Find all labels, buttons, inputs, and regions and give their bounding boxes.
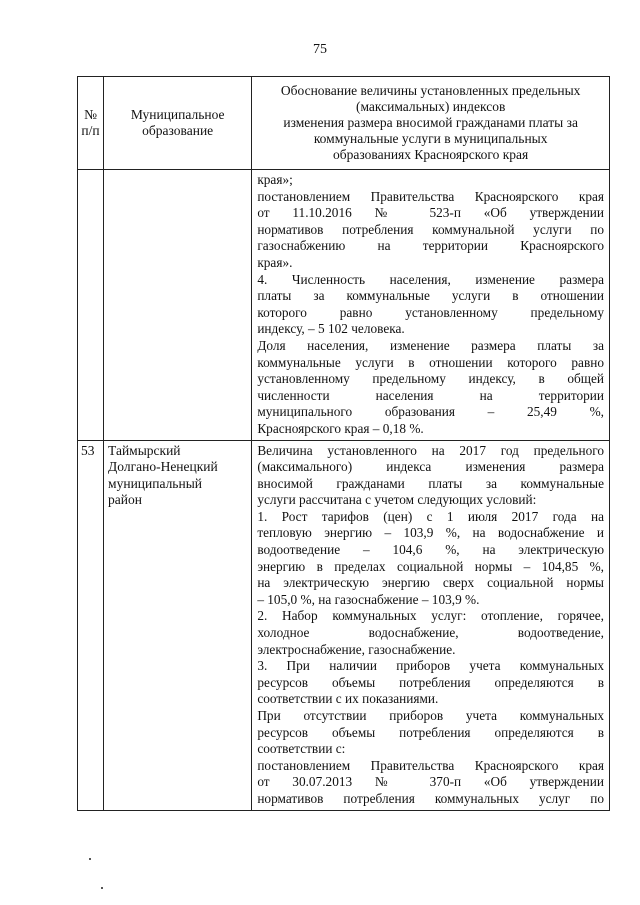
- header-justification-line: коммунальные услуги в муниципальных: [313, 131, 548, 146]
- justification-text-line: При отсутствии приборов учета коммунальных: [257, 708, 604, 723]
- row-number-cell: [78, 170, 104, 441]
- justification-text-line: холодное водоснабжение, водоотведение,: [257, 625, 604, 641]
- justification-cell: [252, 440, 610, 810]
- header-municipality: [104, 77, 252, 170]
- justification-text-line: услуги рассчитана с учетом следующих условий:: [257, 492, 537, 508]
- justification-text-line: 3. При наличии приборов учета коммунальных: [257, 658, 604, 674]
- municipality-cell: [104, 170, 252, 441]
- municipality-name-line: муниципальный: [108, 475, 202, 491]
- header-number-line: п/п: [81, 123, 100, 138]
- justification-text-line: соответствии с их показаниями.: [257, 691, 439, 707]
- header-municipality-line: Муниципальное: [130, 107, 225, 122]
- justification-table: [77, 76, 610, 811]
- page-number: 75: [313, 42, 327, 57]
- justification-text-line: которого равно установленному предельному: [257, 304, 604, 320]
- justification-text-line: платы за коммунальные услуги в отношении: [257, 288, 604, 304]
- justification-text-line: энергию в пределах социальной нормы – 104,85 %,: [257, 558, 604, 574]
- row-number-cell: 53: [78, 440, 104, 810]
- municipality-cell: [104, 440, 252, 810]
- header-number: [78, 77, 104, 170]
- justification-text-line: постановлением Правительства Красноярского края: [257, 757, 604, 773]
- header-number-line: №: [84, 107, 97, 122]
- municipality-name-line: Долгано-Ненецкий: [108, 459, 218, 475]
- table-row: [78, 170, 610, 441]
- table-row: [78, 440, 610, 810]
- justification-text-line: края»;: [257, 172, 293, 187]
- municipality-name-line: район: [108, 492, 142, 508]
- table-header-row: [78, 77, 610, 170]
- justification-text-line: края».: [257, 254, 293, 270]
- justification-text-line: численности населения на территории: [257, 387, 604, 403]
- justification-text-line: газоснабжению на территории Красноярского: [257, 238, 604, 254]
- justification-text-line: электроснабжение, газоснабжение.: [257, 641, 456, 657]
- justification-text-line: – 105,0 %, на газоснабжение – 103,9 %.: [257, 591, 480, 607]
- justification-text-line: ресурсов объемы потребления определяются в: [257, 674, 604, 690]
- justification-text-line: постановлением Правительства Красноярского края: [257, 188, 604, 204]
- justification-text-line: 4. Численность населения, изменение размера: [257, 271, 604, 287]
- justification-text-line: ресурсов объемы потребления определяются в: [257, 724, 604, 740]
- justification-text-line: от 11.10.2016 № 523-п «Об утверждении: [257, 205, 604, 221]
- header-justification-line: (максимальных) индексов: [355, 99, 506, 114]
- justification-text-line: нормативов потребления коммунальной услуги по: [257, 221, 604, 237]
- header-justification: [252, 77, 610, 170]
- justification-text-line: установленному предельному индексу, в общей: [257, 371, 604, 387]
- header-municipality-line: образование: [142, 123, 214, 138]
- scan-speck: [89, 858, 91, 860]
- header-justification-line: Обоснование величины установленных предельных: [280, 83, 581, 98]
- justification-text-line: 1. Рост тарифов (цен) с 1 июля 2017 года на: [257, 508, 604, 524]
- scan-speck: [101, 887, 103, 889]
- justification-text-line: муниципального образования – 25,49 %,: [257, 404, 604, 420]
- justification-text-line: Доля населения, изменение размера платы за: [257, 337, 604, 353]
- justification-cell: [252, 170, 610, 441]
- justification-text-line: нормативов потребления коммунальных услуг по: [257, 790, 604, 806]
- justification-text-line: соответствии с:: [257, 741, 346, 757]
- justification-text-line: водоотведение – 104,6 %, на электрическую: [257, 542, 604, 558]
- justification-text-line: на электрическую энергию сверх социальной нормы: [257, 575, 604, 591]
- justification-text-line: тепловую энергию – 103,9 %, на водоснабжение и: [257, 525, 604, 541]
- justification-text-line: Красноярского края – 0,18 %.: [257, 420, 424, 436]
- justification-text-line: вносимой гражданами платы за коммунальные: [257, 475, 604, 491]
- municipality-name-line: Таймырский: [108, 442, 181, 458]
- justification-text-line: 2. Набор коммунальных услуг: отопление, горячее,: [257, 608, 604, 624]
- justification-text-line: коммунальные услуги в отношении которого равно: [257, 354, 604, 370]
- justification-text-line: индексу, – 5 102 человека.: [257, 321, 405, 337]
- justification-text-line: Величина установленного на 2017 год предельного: [257, 442, 604, 458]
- justification-text-line: от 30.07.2013 № 370-п «Об утверждении: [257, 774, 604, 790]
- header-justification-line: образованиях Красноярского края: [333, 147, 529, 162]
- header-justification-line: изменения размера вносимой гражданами платы за: [283, 115, 578, 130]
- justification-text-line: (максимального) индекса изменения размера: [257, 459, 604, 475]
